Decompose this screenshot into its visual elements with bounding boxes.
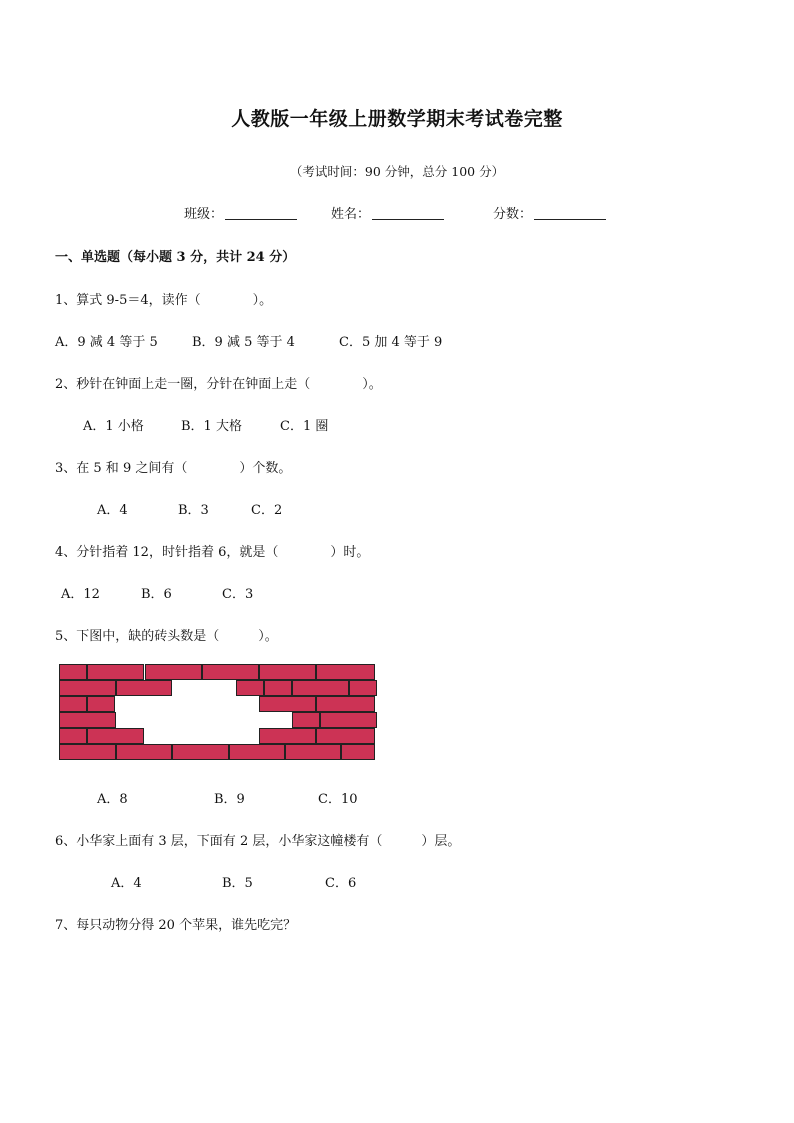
brick: [293, 713, 320, 728]
question-6: 6、小华家上面有 3 层，下面有 2 层，小华家这幢楼有（ ）层。: [55, 834, 461, 849]
q3-option-a[interactable]: A．4: [97, 503, 128, 518]
class-blank[interactable]: [225, 207, 297, 220]
brick-wall-figure: [59, 664, 377, 760]
question-3: 3、在 5 和 9 之间有（ ）个数。: [55, 461, 292, 476]
score-label: 分数：: [493, 207, 533, 222]
brick: [88, 729, 144, 744]
brick: [286, 745, 341, 760]
q5-option-c[interactable]: C．10: [318, 792, 358, 807]
question-5: 5、下图中，缺的砖头数是（ ）。: [55, 629, 278, 644]
name-field: [331, 203, 444, 222]
brick: [173, 745, 229, 760]
brick-wall-bricks: [60, 665, 377, 760]
brick: [260, 665, 316, 680]
exam-info: （考试时间：90 分钟，总分 100 分）: [289, 164, 505, 179]
class-field: [184, 203, 297, 222]
brick: [60, 681, 116, 696]
brick: [321, 713, 377, 728]
q5-option-a[interactable]: A．8: [97, 792, 128, 807]
brick: [350, 681, 377, 696]
brick: [260, 729, 316, 744]
brick: [203, 665, 259, 680]
q3-option-b[interactable]: B．3: [178, 503, 209, 518]
brick: [260, 697, 316, 712]
score-field: [493, 203, 606, 222]
name-blank[interactable]: [372, 207, 444, 220]
q2-option-b[interactable]: B．1 大格: [181, 419, 242, 434]
brick: [265, 681, 292, 696]
class-label: 班级：: [184, 207, 224, 222]
exam-title: 人教版一年级上册数学期末考试卷完整: [231, 108, 563, 130]
q5-option-b[interactable]: B．9: [214, 792, 245, 807]
q4-option-a[interactable]: A．12: [61, 587, 100, 602]
q2-option-a[interactable]: A．1 小格: [83, 419, 144, 434]
brick: [230, 745, 285, 760]
q4-option-b[interactable]: B．6: [141, 587, 172, 602]
question-1: 1、算式 9-5＝4，读作（ ）。: [55, 293, 273, 308]
q6-option-b[interactable]: B．5: [222, 876, 253, 891]
brick: [117, 681, 172, 696]
brick: [60, 697, 87, 712]
q1-option-a[interactable]: A．9 减 4 等于 5: [55, 335, 158, 350]
q6-option-c[interactable]: C．6: [325, 876, 357, 891]
brick: [237, 681, 264, 696]
brick: [60, 745, 116, 760]
brick: [88, 665, 144, 680]
q2-option-c[interactable]: C．1 圈: [280, 419, 329, 434]
brick: [60, 729, 87, 744]
q1-option-c[interactable]: C．5 加 4 等于 9: [339, 335, 443, 350]
q6-option-a[interactable]: A．4: [111, 876, 142, 891]
brick: [342, 745, 375, 760]
question-4: 4、分针指着 12，时针指着 6，就是（ ）时。: [55, 545, 370, 560]
brick: [146, 665, 202, 680]
brick: [88, 697, 115, 712]
brick: [60, 713, 116, 728]
q3-option-c[interactable]: C．2: [251, 503, 283, 518]
brick: [60, 665, 87, 680]
brick: [117, 745, 172, 760]
q1-option-b[interactable]: B．9 减 5 等于 4: [192, 335, 295, 350]
question-7: 7、每只动物分得 20 个苹果，谁先吃完？: [55, 918, 297, 933]
brick: [317, 665, 375, 680]
question-2: 2、秒针在钟面上走一圈，分针在钟面上走（ ）。: [55, 377, 382, 392]
q4-option-c[interactable]: C．3: [222, 587, 254, 602]
section-heading: 一、单选题（每小题 3 分，共计 24 分）: [55, 250, 296, 265]
brick: [317, 697, 375, 712]
brick: [293, 681, 349, 696]
name-label: 姓名：: [331, 207, 371, 222]
brick: [317, 729, 375, 744]
score-blank[interactable]: [534, 207, 606, 220]
